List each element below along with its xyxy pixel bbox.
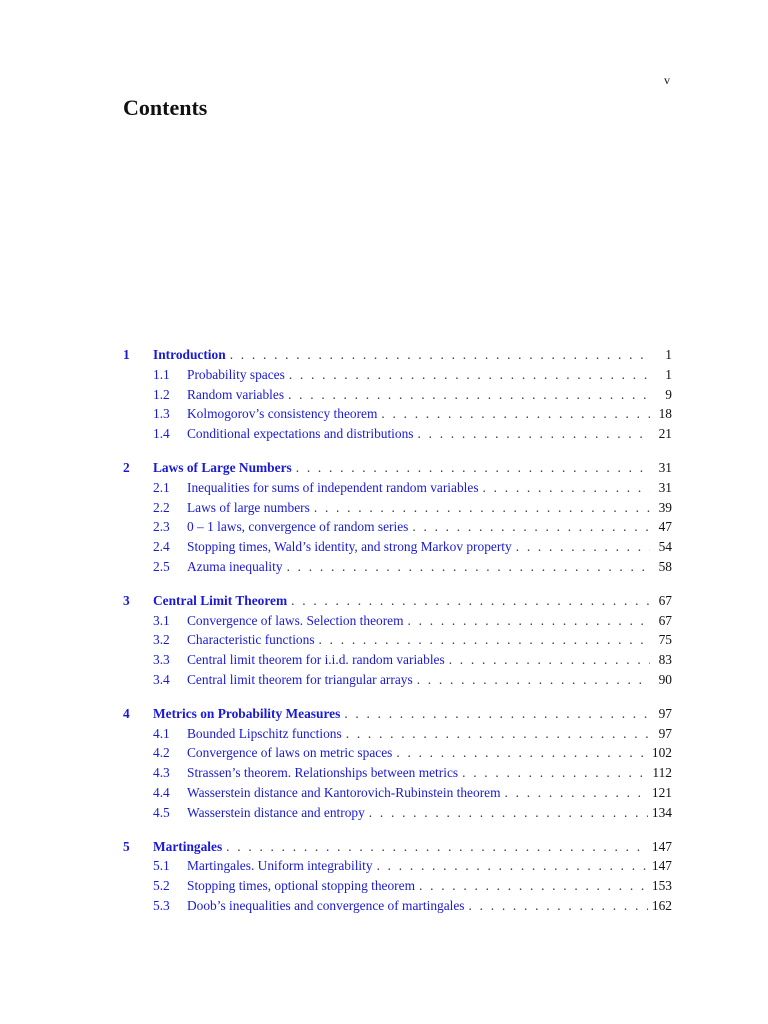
toc-section-entry[interactable] bbox=[123, 478, 672, 498]
section-number: 4.4 bbox=[153, 784, 170, 800]
leader-dots bbox=[296, 458, 650, 478]
leader-dots bbox=[408, 611, 650, 631]
leader-dots bbox=[226, 837, 648, 857]
page-number: v bbox=[664, 73, 670, 87]
toc-chapter bbox=[123, 837, 672, 916]
leader-dots bbox=[287, 557, 650, 577]
section-title-link[interactable]: Conditional expectations and distributions bbox=[187, 426, 414, 442]
leader-dots bbox=[230, 345, 650, 365]
section-title-link[interactable]: Stopping times, optional stopping theorem bbox=[187, 878, 416, 894]
chapter-title-link[interactable]: Metrics on Probability Measures bbox=[153, 705, 341, 721]
toc-section-entry[interactable] bbox=[123, 498, 672, 518]
section-title-link[interactable]: Convergence of laws on metric spaces bbox=[187, 745, 393, 761]
page-ref: 67 bbox=[658, 592, 672, 608]
section-number: 4.5 bbox=[153, 804, 170, 820]
toc-chapter bbox=[123, 345, 672, 444]
section-number: 2.4 bbox=[153, 539, 170, 555]
section-number: 1.1 bbox=[153, 366, 170, 382]
toc-section-entry[interactable] bbox=[123, 876, 672, 896]
section-number: 1.4 bbox=[153, 426, 170, 442]
leader-dots bbox=[396, 743, 648, 763]
section-number: 4.2 bbox=[153, 745, 170, 761]
section-title-link[interactable]: Bounded Lipschitz functions bbox=[187, 725, 342, 741]
section-title-link[interactable]: Laws of large numbers bbox=[187, 499, 310, 515]
toc-chapter bbox=[123, 704, 672, 823]
toc-section-entry[interactable] bbox=[123, 896, 672, 916]
toc-section-entry[interactable] bbox=[123, 557, 672, 577]
section-number: 1.3 bbox=[153, 406, 170, 422]
page-ref: 21 bbox=[658, 426, 672, 442]
page-ref: 18 bbox=[658, 406, 672, 422]
leader-dots bbox=[314, 498, 650, 518]
toc-section-entry[interactable] bbox=[123, 404, 672, 424]
section-title-link[interactable]: Wasserstein distance and Kantorovich-Rubinstein theorem bbox=[187, 784, 501, 800]
page-ref: 67 bbox=[658, 612, 672, 628]
section-number: 2.2 bbox=[153, 499, 170, 515]
page-ref: 162 bbox=[651, 897, 672, 913]
page-ref: 75 bbox=[658, 632, 672, 648]
chapter-title-link[interactable]: Introduction bbox=[153, 347, 226, 362]
leader-dots bbox=[516, 537, 650, 557]
section-title-link[interactable]: Stopping times, Wald’s identity, and strong Markov property bbox=[187, 539, 512, 555]
toc-chapter bbox=[123, 458, 672, 577]
leader-dots bbox=[412, 517, 650, 537]
toc-section-entry[interactable] bbox=[123, 670, 672, 690]
page-ref: 1 bbox=[665, 366, 672, 382]
section-number: 5.3 bbox=[153, 897, 170, 913]
toc-section-entry[interactable] bbox=[123, 803, 672, 823]
section-title-link[interactable]: Random variables bbox=[187, 386, 285, 402]
leader-dots bbox=[381, 404, 650, 424]
toc-section-entry[interactable] bbox=[123, 424, 672, 444]
section-title-link[interactable]: Central limit theorem for triangular arrays bbox=[187, 671, 413, 687]
toc-section-entry[interactable] bbox=[123, 517, 672, 537]
toc-section-entry[interactable] bbox=[123, 385, 672, 405]
toc-section-entry[interactable] bbox=[123, 724, 672, 744]
page-ref: 134 bbox=[651, 804, 672, 820]
chapter-title-link[interactable]: Laws of Large Numbers bbox=[153, 459, 292, 475]
page-ref: 54 bbox=[658, 539, 672, 555]
page-ref: 102 bbox=[651, 745, 672, 761]
toc-chapter-entry[interactable] bbox=[123, 837, 672, 857]
page-ref: 39 bbox=[658, 499, 672, 515]
chapter-number: 1 bbox=[123, 347, 130, 362]
section-number: 3.1 bbox=[153, 612, 170, 628]
toc-section-entry[interactable] bbox=[123, 763, 672, 783]
section-number: 3.4 bbox=[153, 671, 170, 687]
page-ref: 97 bbox=[658, 725, 672, 741]
leader-dots bbox=[483, 478, 650, 498]
toc-chapter-entry[interactable] bbox=[123, 458, 672, 478]
leader-dots bbox=[377, 856, 648, 876]
leader-dots bbox=[462, 763, 648, 783]
page-ref: 97 bbox=[658, 705, 672, 721]
section-title-link[interactable]: Characteristic functions bbox=[187, 632, 315, 648]
section-title-link[interactable]: Martingales. Uniform integrability bbox=[187, 858, 373, 874]
section-number: 4.1 bbox=[153, 725, 170, 741]
page-ref: 121 bbox=[651, 784, 672, 800]
chapter-number: 5 bbox=[123, 838, 130, 854]
leader-dots bbox=[417, 670, 650, 690]
section-title-link[interactable]: Wasserstein distance and entropy bbox=[187, 804, 365, 820]
page-ref: 147 bbox=[651, 858, 672, 874]
leader-dots bbox=[369, 803, 648, 823]
toc-chapter-entry[interactable] bbox=[123, 345, 672, 365]
page-ref: 47 bbox=[658, 519, 672, 535]
page-ref: 90 bbox=[658, 671, 672, 687]
leader-dots bbox=[291, 591, 650, 611]
chapter-number: 2 bbox=[123, 459, 130, 475]
toc-section-entry[interactable] bbox=[123, 611, 672, 631]
section-number: 4.3 bbox=[153, 765, 170, 781]
section-number: 3.3 bbox=[153, 652, 170, 668]
section-number: 2.1 bbox=[153, 479, 170, 495]
leader-dots bbox=[505, 783, 648, 803]
toc-chapter-entry[interactable] bbox=[123, 704, 672, 724]
page-ref: 31 bbox=[658, 459, 672, 475]
section-title-link[interactable]: Central limit theorem for i.i.d. random variables bbox=[187, 652, 445, 668]
toc-section-entry[interactable] bbox=[123, 365, 672, 385]
section-title-link[interactable]: 0 – 1 laws, convergence of random series bbox=[187, 519, 409, 535]
page-title: Contents bbox=[123, 95, 208, 120]
leader-dots bbox=[346, 724, 650, 744]
page-ref: 1 bbox=[665, 347, 672, 362]
section-number: 5.2 bbox=[153, 878, 170, 894]
toc-chapter bbox=[123, 591, 672, 690]
leader-dots bbox=[419, 876, 648, 896]
toc-chapter-entry[interactable] bbox=[123, 591, 672, 611]
section-number: 3.2 bbox=[153, 632, 170, 648]
leader-dots bbox=[344, 704, 650, 724]
page-ref: 58 bbox=[658, 558, 672, 574]
toc-section-entry[interactable] bbox=[123, 650, 672, 670]
toc-section-entry[interactable] bbox=[123, 537, 672, 557]
section-title-link[interactable]: Azuma inequality bbox=[187, 558, 283, 574]
page-ref: 147 bbox=[651, 838, 672, 854]
section-title-link[interactable]: Kolmogorov’s consistency theorem bbox=[187, 406, 378, 422]
section-title-link[interactable]: Doob’s inequalities and convergence of martingales bbox=[187, 897, 465, 913]
section-title-link[interactable]: Strassen’s theorem. Relationships between metrics bbox=[187, 765, 459, 781]
section-number: 1.2 bbox=[153, 386, 170, 402]
chapter-number: 4 bbox=[123, 705, 130, 721]
section-title-link[interactable]: Convergence of laws. Selection theorem bbox=[187, 612, 404, 628]
leader-dots bbox=[288, 385, 650, 405]
page-ref: 31 bbox=[658, 479, 672, 495]
toc-section-entry[interactable] bbox=[123, 743, 672, 763]
section-number: 2.3 bbox=[153, 519, 170, 535]
section-title-link[interactable]: Probability spaces bbox=[187, 366, 285, 382]
page-ref: 112 bbox=[652, 765, 672, 781]
page-ref: 153 bbox=[651, 878, 672, 894]
leader-dots bbox=[319, 630, 650, 650]
toc-section-entry[interactable] bbox=[123, 783, 672, 803]
leader-dots bbox=[469, 896, 648, 916]
chapter-title-link[interactable]: Central Limit Theorem bbox=[153, 592, 288, 608]
leader-dots bbox=[418, 424, 651, 444]
section-number: 2.5 bbox=[153, 558, 170, 574]
leader-dots bbox=[289, 365, 650, 385]
section-title-link[interactable]: Inequalities for sums of independent random variables bbox=[187, 479, 479, 495]
toc-section-entry[interactable] bbox=[123, 856, 672, 876]
chapter-title-link[interactable]: Martingales bbox=[153, 838, 223, 854]
chapter-number: 3 bbox=[123, 592, 130, 608]
toc-section-entry[interactable] bbox=[123, 630, 672, 650]
table-of-contents bbox=[123, 345, 672, 930]
section-number: 5.1 bbox=[153, 858, 170, 874]
leader-dots bbox=[449, 650, 650, 670]
page-ref: 9 bbox=[665, 386, 672, 402]
page-ref: 83 bbox=[658, 652, 672, 668]
